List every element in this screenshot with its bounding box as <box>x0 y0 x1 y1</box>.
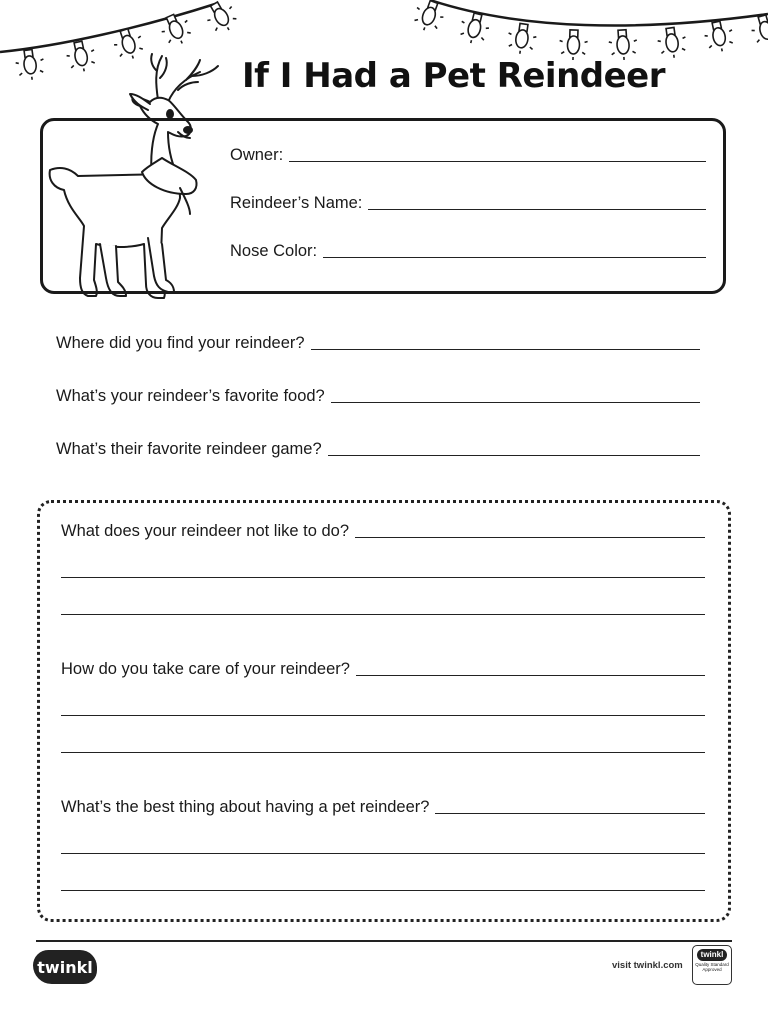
answer-line[interactable] <box>61 853 705 854</box>
owner-label: Owner: <box>230 146 284 164</box>
light-bulb-icon <box>411 0 448 35</box>
badge-logo: twinkl <box>697 949 727 961</box>
long-question-row[interactable] <box>61 522 705 541</box>
question-row[interactable] <box>56 440 700 459</box>
answer-line[interactable] <box>61 715 705 716</box>
question-label: What does your reindeer not like to do? <box>61 522 350 540</box>
owner-answer-line[interactable] <box>289 160 706 162</box>
quality-badge <box>692 945 732 985</box>
nose-color-label: Nose Color: <box>230 242 318 260</box>
reindeer-name-label: Reindeer’s Name: <box>230 194 363 212</box>
reindeer-name-field[interactable] <box>230 194 706 213</box>
badge-line-1: Quality Standard <box>695 962 729 967</box>
answer-line[interactable] <box>61 890 705 891</box>
badge-line-2: Approved <box>702 966 722 972</box>
reindeer-name-answer-line[interactable] <box>368 208 706 210</box>
question-row[interactable] <box>56 387 700 406</box>
long-answer-box <box>37 500 731 922</box>
question-row[interactable] <box>56 334 700 353</box>
light-bulb-icon <box>457 11 491 47</box>
answer-line[interactable] <box>355 536 705 538</box>
question-label: What’s the best thing about having a pet reindeer? <box>61 798 430 816</box>
question-label: What’s your reindeer’s favorite food? <box>56 387 325 405</box>
light-bulb-icon <box>506 22 538 56</box>
answer-line[interactable] <box>61 614 705 615</box>
question-label: What’s their favorite reindeer game? <box>56 440 322 458</box>
answer-line[interactable] <box>328 454 700 456</box>
twinkl-logo[interactable]: twinkl <box>33 950 97 984</box>
long-question-row[interactable] <box>61 798 705 817</box>
nose-color-field[interactable] <box>230 242 706 261</box>
light-bulb-icon <box>656 26 688 60</box>
long-question-row[interactable] <box>61 660 705 679</box>
answer-line[interactable] <box>311 348 700 350</box>
question-label: Where did you find your reindeer? <box>56 334 305 352</box>
answer-line[interactable] <box>356 674 705 676</box>
answer-line[interactable] <box>435 812 705 814</box>
footer-divider <box>36 940 732 942</box>
nose-color-answer-line[interactable] <box>323 256 706 258</box>
owner-field[interactable] <box>230 146 706 165</box>
light-bulb-icon <box>749 12 768 49</box>
question-label: How do you take care of your reindeer? <box>61 660 350 678</box>
answer-line[interactable] <box>61 752 705 753</box>
visit-website-link[interactable]: visit twinkl.com <box>612 960 683 971</box>
answer-line[interactable] <box>61 577 705 578</box>
worksheet-title: If I Had a Pet Reindeer <box>242 56 666 96</box>
light-bulb-icon <box>702 19 736 54</box>
answer-line[interactable] <box>331 401 700 403</box>
